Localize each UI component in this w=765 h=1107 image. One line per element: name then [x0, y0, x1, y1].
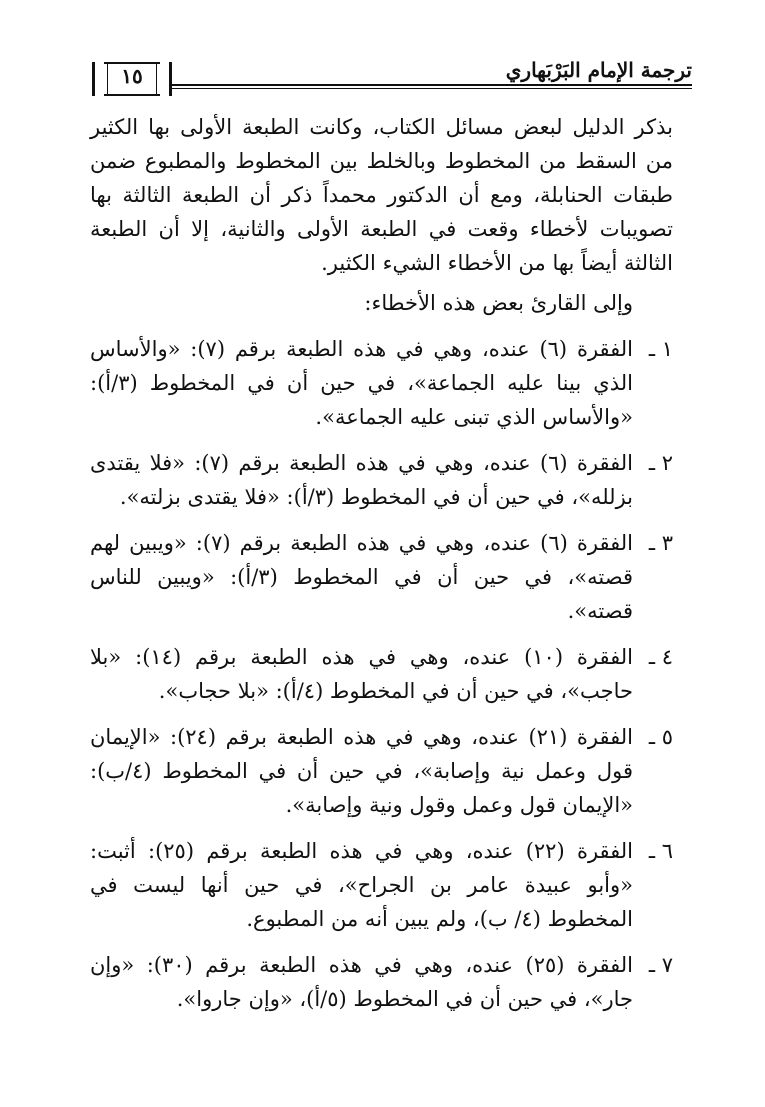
header-rule-thin [172, 88, 692, 89]
frame-bottom-line [104, 94, 160, 96]
list-item-text: الفقرة (٢٥) عنده، وهي في هذه الطبعة برقم (٣٠): «وإن جار»، في حين أن في المخطوط (٥/أ)، «وإن جاروا». [90, 953, 633, 1011]
list-item [90, 720, 673, 822]
list-item-number: ١ ـ [648, 337, 673, 361]
list-item-text: الفقرة (٦) عنده، وهي في هذه الطبعة برقم (٧): «والأساس الذي بينا عليه الجماعة»، في حين أن في المخطوط (٣/أ): «والأساس الذي تبنى عليه الجماعة». [90, 337, 634, 429]
list-item-number: ٢ ـ [648, 451, 673, 475]
list-item-text: الفقرة (٢١) عنده، وهي في هذه الطبعة برقم (٢٤): «الإيمان قول وعمل نية وإصابة»، في حين أن في المخطوط (٤/ب): «الإيمان قول وعمل وقول ونية وإصابة». [90, 725, 633, 817]
list-item-text: الفقرة (٦) عنده، وهي في هذه الطبعة برقم (٧): «فلا يقتدى بزلله»، في حين أن في المخطوط (٣/أ): «فلا يقتدى بزلته». [90, 451, 633, 509]
list-item-number: ٧ ـ [648, 953, 673, 977]
list-item-text: الفقرة (٢٢) عنده، وهي في هذه الطبعة برقم (٢٥): أثبت: «وأبو عبيدة عامر بن الجراح»، في حين أنها ليست في المخطوط (٤/ ب)، ولم يبين أنه من المطبوع. [90, 839, 634, 931]
list-item-number: ٣ ـ [648, 531, 673, 555]
list-item-text: الفقرة (١٠) عنده، وهي في هذه الطبعة برقم (١٤): «بلا حاجب»، في حين أن في المخطوط (٤/أ): «بلا حجاب». [90, 645, 634, 703]
list-item-text: الفقرة (٦) عنده، وهي في هذه الطبعة برقم (٧): «ويبين لهم قصته»، في حين أن في المخطوط (٣/أ): «ويبين للناس قصته». [90, 531, 634, 623]
list-item [90, 332, 673, 434]
page-number: ١٥ [121, 64, 143, 88]
list-item-number: ٦ ـ [648, 839, 673, 863]
body-paragraph: بذكر الدليل لبعض مسائل الكتاب، وكانت الطبعة الأولى بها الكثير من السقط من المخطوط وبالخلط بين المخطوط والمطبوع ضمن طبقات الحنابلة، ومع أن الدكتور محمداً ذكر أن الطبعة الثالثة بها تصويبات لأخطاء وقعت في الطبعة الأولى والثانية، إلا أن الطبعة الثالثة أيضاً بها من الأخطاء الشيء الكثير. [90, 115, 673, 275]
list-item [90, 446, 673, 514]
running-title: ترجمة الإمام البَرْبَهاري [505, 58, 692, 82]
page-header [92, 56, 692, 100]
list-item-number: ٥ ـ [648, 725, 673, 749]
list-item [90, 834, 673, 936]
list-item [90, 948, 673, 1016]
list-item-number: ٤ ـ [648, 645, 673, 669]
header-rule [172, 84, 692, 86]
page-number-frame [92, 60, 172, 100]
list-item [90, 526, 673, 628]
list-item [90, 640, 673, 708]
list-intro: وإلى القارئ بعض هذه الأخطاء: [364, 291, 633, 315]
frame-right-bars [156, 62, 172, 96]
page-body [90, 110, 673, 1016]
